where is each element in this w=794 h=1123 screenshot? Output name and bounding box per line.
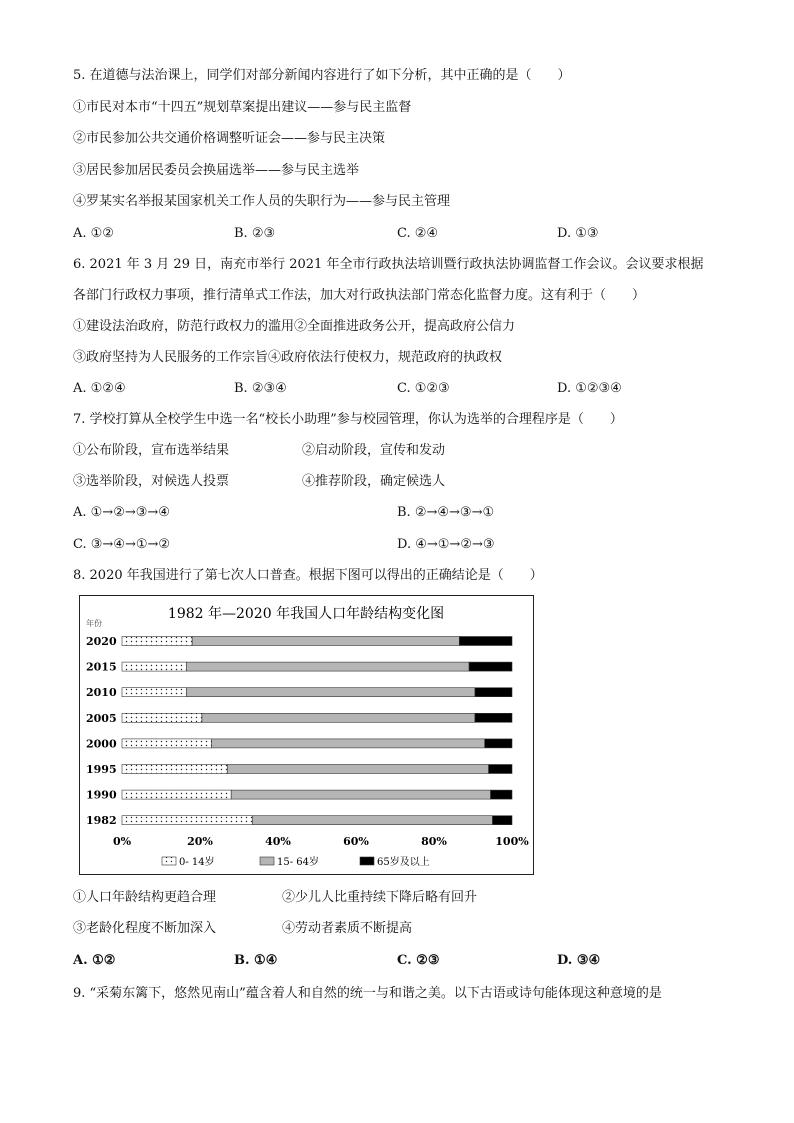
- x-tick-label: 100%: [495, 835, 529, 848]
- bar-segment-working-age: [212, 739, 485, 748]
- legend: [162, 855, 430, 868]
- year-labels: [86, 635, 117, 827]
- year-label: 2020: [86, 635, 117, 648]
- q7-option-a[interactable]: A. ①→②→③→④: [73, 505, 170, 520]
- q8-item-4: ④劳动者素质不断提高: [282, 921, 413, 936]
- q8-option-d[interactable]: D. ③④: [557, 953, 601, 968]
- bar-segment-working-age: [231, 790, 490, 799]
- population-age-chart: [79, 595, 534, 875]
- bar-segment-children: [122, 713, 202, 722]
- bar-segment-elderly: [469, 662, 512, 671]
- x-tick-label: 20%: [187, 835, 213, 848]
- bar-segment-elderly: [485, 739, 512, 748]
- q7-option-c[interactable]: C. ③→④→①→②: [73, 537, 171, 552]
- legend-label: 0- 14岁: [179, 857, 215, 868]
- q5-option-d[interactable]: D. ①③: [557, 226, 599, 241]
- q5-item-3: ③居民参加居民委员会换届选举——参与民主选举: [73, 163, 360, 178]
- x-tick-label: 80%: [421, 835, 447, 848]
- q7-item-1: ①公布阶段，宣布选举结果: [73, 443, 230, 458]
- q6-item-2: ③政府坚持为人民服务的工作宗旨④政府依法行使权力，规范政府的执政权: [73, 350, 503, 365]
- q5-stem: 5. 在道德与法治课上，同学们对部分新闻内容进行了如下分析，其中正确的是（ ）: [73, 68, 571, 83]
- q5-option-c[interactable]: C. ②④: [397, 226, 439, 241]
- q7-option-d[interactable]: D. ④→①→②→③: [397, 537, 495, 552]
- bar-segment-children: [122, 790, 231, 799]
- q5-item-2: ②市民参加公共交通价格调整听证会——参与民主决策: [73, 131, 386, 146]
- year-label: 2010: [86, 686, 117, 700]
- bar-segment-elderly: [475, 688, 512, 697]
- bar-segment-children: [122, 662, 186, 671]
- q6-item-1: ①建设法治政府，防范行政权力的滥用②全面推进政务公开，提高政府公信力: [73, 319, 516, 334]
- q6-option-a[interactable]: A. ①②④: [73, 381, 126, 396]
- legend-label: 65岁及以上: [377, 857, 430, 868]
- bar-segment-working-age: [253, 816, 493, 825]
- bar-segment-children: [122, 637, 192, 646]
- x-tick-label: 0%: [112, 835, 132, 848]
- q6-option-d[interactable]: D. ①②③④: [557, 381, 622, 396]
- q7-item-2: ②启动阶段，宣传和发动: [302, 443, 446, 458]
- q8-option-a[interactable]: A. ①②: [73, 953, 116, 968]
- q6-stem-line1: 6. 2021 年 3 月 29 日，南充市举行 2021 年全市行政执法培训暨行政执法协调监督工作会议。会议要求根据: [73, 257, 704, 272]
- year-label: 1995: [86, 763, 117, 776]
- q8-option-c[interactable]: C. ②③: [397, 953, 440, 968]
- legend-swatch: [260, 857, 274, 865]
- year-label: 2015: [86, 660, 117, 674]
- legend-swatch: [360, 857, 374, 865]
- bar-segment-children: [122, 765, 227, 774]
- q6-option-c[interactable]: C. ①②③: [397, 381, 450, 396]
- q8-stem: 8. 2020 年我国进行了第七次人口普查。根据下图可以得出的正确结论是（ ）: [73, 568, 543, 583]
- year-label: 2005: [86, 711, 117, 725]
- y-axis-label: 年份: [86, 619, 102, 628]
- q9-stem: 9. “采菊东篱下，悠然见南山”蕴含着人和自然的统一与和谐之美。以下古语或诗句能体现这种意境的是: [73, 986, 662, 1001]
- legend-swatch: [162, 857, 176, 865]
- chart-title: 1982 年—2020 年我国人口年龄结构变化图: [167, 606, 445, 622]
- x-tick-label: 40%: [265, 835, 291, 848]
- q8-item-3: ③老龄化程度不断加深入: [73, 921, 217, 936]
- bar-segment-children: [122, 688, 186, 697]
- year-label: 2000: [86, 737, 117, 751]
- bars-group: [122, 637, 512, 825]
- bar-segment-working-age: [202, 713, 475, 722]
- chart-svg: [80, 596, 532, 873]
- q8-item-1: ①人口年龄结构更趋合理: [73, 890, 217, 905]
- q5-option-a[interactable]: A. ①②: [73, 226, 114, 241]
- q7-item-4: ④推荐阶段，确定候选人: [302, 474, 446, 489]
- q5-item-4: ④罗某实名举报某国家机关工作人员的失职行为——参与民主管理: [73, 194, 451, 209]
- q7-option-b[interactable]: B. ②→④→③→①: [397, 505, 495, 520]
- q5-option-b[interactable]: B. ②③: [234, 226, 276, 241]
- bar-segment-working-age: [192, 637, 459, 646]
- x-tick-label: 60%: [343, 835, 369, 848]
- bar-segment-working-age: [186, 688, 475, 697]
- q6-option-b[interactable]: B. ②③④: [234, 381, 287, 396]
- q8-option-b[interactable]: B. ①④: [234, 953, 278, 968]
- bar-segment-children: [122, 816, 253, 825]
- year-label: 1982: [86, 814, 117, 828]
- q5-item-1: ①市民对本市“十四五”规划草案提出建议——参与民主监督: [73, 100, 412, 115]
- bar-segment-elderly: [491, 790, 512, 799]
- bar-segment-elderly: [459, 637, 512, 646]
- bar-segment-working-age: [227, 765, 488, 774]
- bar-segment-working-age: [186, 662, 469, 671]
- q8-item-2: ②少儿人比重持续下降后略有回升: [282, 890, 478, 905]
- legend-label: 15- 64岁: [277, 857, 320, 868]
- bar-segment-children: [122, 739, 212, 748]
- year-label: 1990: [86, 788, 117, 802]
- x-tick-labels: [113, 835, 529, 848]
- q7-stem: 7. 学校打算从全校学生中选一名“校长小助理”参与校园管理，你认为选举的合理程序是（ ）: [73, 412, 623, 427]
- bar-segment-elderly: [493, 816, 513, 825]
- bar-segment-elderly: [475, 713, 512, 722]
- bar-segment-elderly: [489, 765, 512, 774]
- q7-item-3: ③选举阶段，对候选人投票: [73, 474, 230, 489]
- q6-stem-line2: 各部门行政权力事项，推行清单式工作法，加大对行政执法部门常态化监督力度。这有利于（ ）: [73, 288, 646, 303]
